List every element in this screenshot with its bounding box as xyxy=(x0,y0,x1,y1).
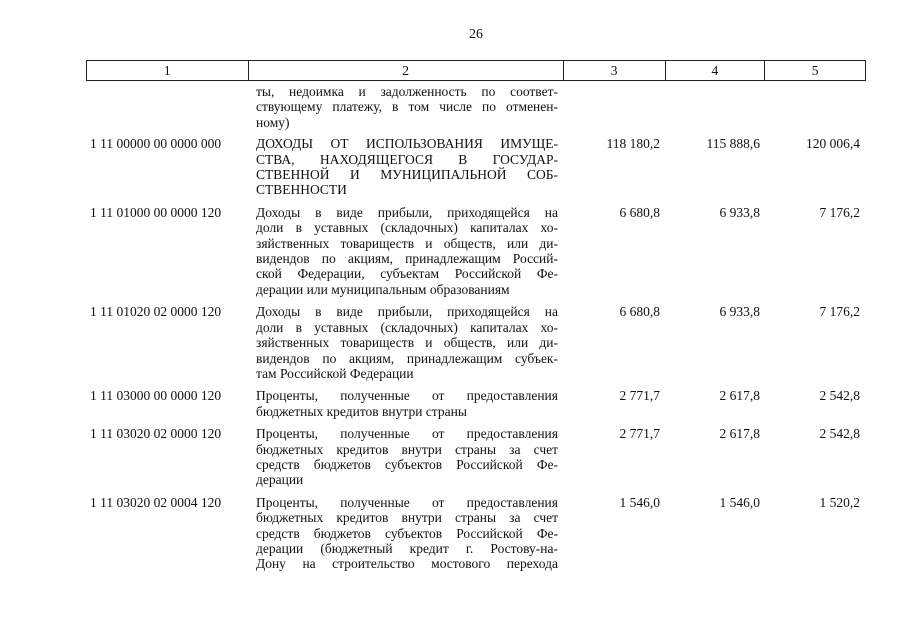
budget-table-body xyxy=(86,84,866,572)
row-name xyxy=(248,495,564,572)
row-name-line: СТВЕННОСТИ xyxy=(256,182,347,198)
row-name-line: ской Федерации, субъектам Российской Фе- xyxy=(256,266,558,282)
row-value-col5: 7 176,2 xyxy=(819,204,860,220)
row-name-line: дерации xyxy=(256,472,304,488)
row-value-col5: 7 176,2 xyxy=(819,304,860,320)
row-name-line: Доходы в виде прибыли, приходящейся на xyxy=(256,304,558,320)
column-header-row xyxy=(86,60,866,81)
row-code: 1 11 03020 02 0004 120 xyxy=(90,494,222,510)
row-code: 1 11 03000 00 0000 120 xyxy=(90,388,222,404)
row-name-line: Дону на строительство мостового перехода xyxy=(256,556,558,572)
column-header-2: 2 xyxy=(249,61,564,80)
row-name xyxy=(248,205,564,297)
row-name-line: средств бюджетов субъектов Российской Фе- xyxy=(256,456,558,472)
row-name-line: бюджетных кредитов внутри страны за счет xyxy=(256,441,558,457)
row-value-col5: 1 520,2 xyxy=(819,494,860,510)
table-row xyxy=(86,388,866,419)
row-name-line: дерации (бюджетный кредит г. Ростову-на- xyxy=(256,540,558,556)
row-name-line: доли в уставных (складочных) капиталах хо- xyxy=(256,319,558,335)
row-value-col4: 2 617,8 xyxy=(719,388,760,404)
row-name-line: зяйственных товариществ и обществ, или ди- xyxy=(256,235,558,251)
column-header-3: 3 xyxy=(564,61,666,80)
row-name xyxy=(248,84,564,130)
row-name-line: ствующему платежу, в том числе по отменен- xyxy=(256,99,558,115)
row-code: 1 11 03020 02 0000 120 xyxy=(90,426,222,442)
row-name-line: доли в уставных (складочных) капиталах хо- xyxy=(256,220,558,236)
row-value-col3: 2 771,7 xyxy=(619,388,660,404)
row-name xyxy=(248,304,564,381)
row-value-col4: 115 888,6 xyxy=(706,136,760,152)
table-row xyxy=(86,495,866,572)
row-value-col3: 2 771,7 xyxy=(619,426,660,442)
row-name-line: зяйственных товариществ и обществ, или ди- xyxy=(256,335,558,351)
row-code: 1 11 00000 00 0000 000 xyxy=(90,136,222,152)
row-name-line: Проценты, полученные от предоставления xyxy=(256,494,558,510)
row-name-line: средств бюджетов субъектов Российской Фе- xyxy=(256,525,558,541)
row-value-col3: 118 180,2 xyxy=(606,136,660,152)
page-number: 26 xyxy=(469,27,483,42)
row-value-col4 xyxy=(666,84,766,130)
column-header-1: 1 xyxy=(87,61,249,80)
row-value-col4: 1 546,0 xyxy=(719,494,760,510)
column-header-4: 4 xyxy=(666,61,766,80)
row-name-line: ты, недоимка и задолженность по соответ- xyxy=(256,84,558,99)
row-name-line: Проценты, полученные от предоставления xyxy=(256,388,558,404)
row-name-line: бюджетных кредитов внутри страны xyxy=(256,403,467,419)
row-value-col5: 120 006,4 xyxy=(806,136,860,152)
table-row xyxy=(86,205,866,297)
table-row xyxy=(86,426,866,488)
row-value-col5: 2 542,8 xyxy=(819,426,860,442)
row-code: 1 11 01020 02 0000 120 xyxy=(90,304,222,320)
table-row xyxy=(86,304,866,381)
row-name xyxy=(248,388,564,419)
row-value-col4: 6 933,8 xyxy=(719,204,760,220)
row-name xyxy=(248,136,564,198)
row-value-col4: 2 617,8 xyxy=(719,426,760,442)
row-value-col5 xyxy=(766,84,866,130)
row-value-col3: 6 680,8 xyxy=(619,204,660,220)
row-name-line: ДОХОДЫ ОТ ИСПОЛЬЗОВАНИЯ ИМУЩЕ- xyxy=(256,136,558,152)
row-name-line: Проценты, полученные от предоставления xyxy=(256,426,558,442)
table-row xyxy=(86,84,866,130)
row-name-line: СТВА, НАХОДЯЩЕГОСЯ В ГОСУДАР- xyxy=(256,151,558,167)
row-name xyxy=(248,426,564,488)
row-name-line: видендов по акциям, принадлежащим субъек- xyxy=(256,350,558,366)
row-name-line: СТВЕННОЙ И МУНИЦИПАЛЬНОЙ СОБ- xyxy=(256,167,558,183)
table-row xyxy=(86,136,866,198)
row-value-col3: 6 680,8 xyxy=(619,304,660,320)
row-name-line: бюджетных кредитов внутри страны за счет xyxy=(256,510,558,526)
row-code xyxy=(86,84,248,130)
row-name-line: Доходы в виде прибыли, приходящейся на xyxy=(256,204,558,220)
row-name-line: видендов по акциям, принадлежащим Россий- xyxy=(256,251,558,267)
row-value-col3: 1 546,0 xyxy=(619,494,660,510)
column-header-5: 5 xyxy=(811,63,819,78)
row-value-col4: 6 933,8 xyxy=(719,304,760,320)
row-code: 1 11 01000 00 0000 120 xyxy=(90,204,222,220)
row-name-line: ному) xyxy=(256,114,290,130)
row-name-line: дерации или муниципальным образованиям xyxy=(256,281,510,297)
row-value-col5: 2 542,8 xyxy=(819,388,860,404)
row-value-col3 xyxy=(564,84,666,130)
row-name-line: там Российской Федерации xyxy=(256,365,414,381)
